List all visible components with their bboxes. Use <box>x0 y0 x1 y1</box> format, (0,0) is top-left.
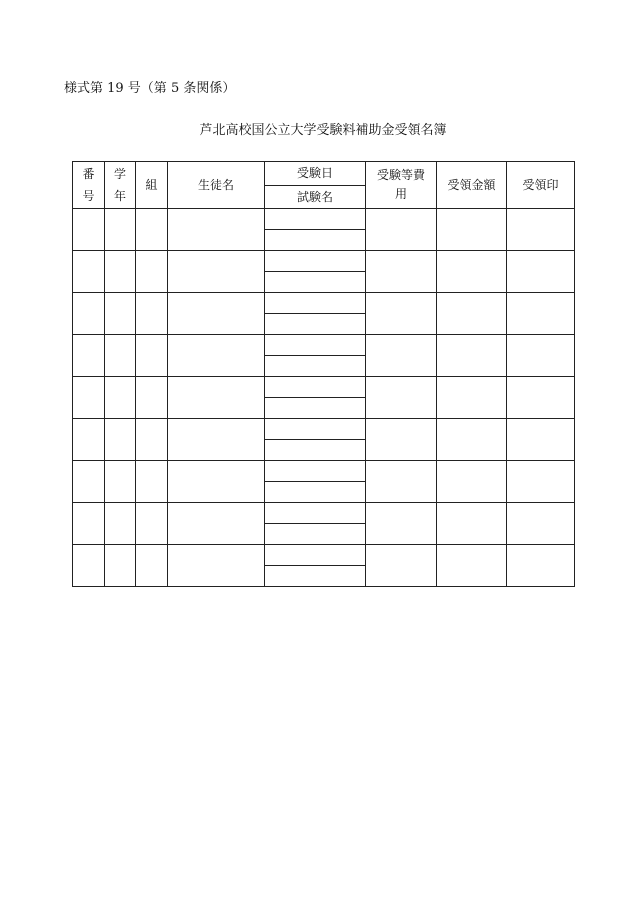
cell-grade[interactable] <box>105 293 136 335</box>
cell-class[interactable] <box>136 461 168 503</box>
cell-student-name[interactable] <box>168 335 265 377</box>
cell-received-amount[interactable] <box>437 419 507 461</box>
cell-exam-date[interactable] <box>265 419 366 440</box>
cell-exam-date[interactable] <box>265 251 366 272</box>
cell-class[interactable] <box>136 377 168 419</box>
cell-received-amount[interactable] <box>437 293 507 335</box>
cell-class[interactable] <box>136 335 168 377</box>
cell-exam-fee[interactable] <box>366 461 437 503</box>
cell-number[interactable] <box>73 251 105 293</box>
table-body <box>73 209 575 587</box>
cell-exam-name[interactable] <box>265 398 366 419</box>
header-received-amount-label: 受領金額 <box>447 177 496 192</box>
table-row <box>73 503 575 524</box>
cell-number[interactable] <box>73 377 105 419</box>
document-title: 芦北高校国公立大学受験料補助金受領名簿 <box>199 123 447 138</box>
cell-exam-fee[interactable] <box>366 545 437 587</box>
cell-student-name[interactable] <box>168 251 265 293</box>
cell-receipt-seal[interactable] <box>507 209 575 251</box>
cell-class[interactable] <box>136 209 168 251</box>
header-exam-name <box>265 186 366 209</box>
cell-exam-fee[interactable] <box>366 335 437 377</box>
cell-number[interactable] <box>73 545 105 587</box>
cell-receipt-seal[interactable] <box>507 251 575 293</box>
cell-exam-name[interactable] <box>265 356 366 377</box>
cell-received-amount[interactable] <box>437 377 507 419</box>
cell-grade[interactable] <box>105 503 136 545</box>
header-number <box>73 162 105 209</box>
cell-grade[interactable] <box>105 209 136 251</box>
cell-exam-name[interactable] <box>265 524 366 545</box>
cell-exam-date[interactable] <box>265 335 366 356</box>
cell-exam-date[interactable] <box>265 377 366 398</box>
cell-exam-date[interactable] <box>265 209 366 230</box>
header-exam-date-label: 受験日 <box>296 166 333 180</box>
cell-student-name[interactable] <box>168 461 265 503</box>
cell-exam-name[interactable] <box>265 314 366 335</box>
header-exam-name-label: 試験名 <box>296 189 333 204</box>
cell-number[interactable] <box>73 209 105 251</box>
cell-exam-fee[interactable] <box>366 293 437 335</box>
cell-received-amount[interactable] <box>437 335 507 377</box>
cell-student-name[interactable] <box>168 503 265 545</box>
cell-received-amount[interactable] <box>437 545 507 587</box>
cell-exam-name[interactable] <box>265 272 366 293</box>
cell-class[interactable] <box>136 545 168 587</box>
cell-number[interactable] <box>73 419 105 461</box>
cell-exam-name[interactable] <box>265 482 366 503</box>
cell-receipt-seal[interactable] <box>507 545 575 587</box>
cell-exam-date[interactable] <box>265 503 366 524</box>
header-receipt-seal <box>507 162 575 209</box>
cell-student-name[interactable] <box>168 377 265 419</box>
cell-exam-name[interactable] <box>265 230 366 251</box>
header-grade <box>105 162 136 209</box>
header-grade-label: 学 年 <box>113 167 126 203</box>
header-row-1 <box>73 162 575 186</box>
cell-class[interactable] <box>136 419 168 461</box>
cell-number[interactable] <box>73 503 105 545</box>
table-row <box>73 545 575 566</box>
cell-exam-fee[interactable] <box>366 503 437 545</box>
cell-received-amount[interactable] <box>437 209 507 251</box>
cell-receipt-seal[interactable] <box>507 503 575 545</box>
cell-exam-date[interactable] <box>265 545 366 566</box>
cell-receipt-seal[interactable] <box>507 419 575 461</box>
cell-number[interactable] <box>73 461 105 503</box>
cell-grade[interactable] <box>105 545 136 587</box>
cell-grade[interactable] <box>105 461 136 503</box>
table-header <box>73 162 575 209</box>
cell-exam-fee[interactable] <box>366 251 437 293</box>
header-class <box>136 162 168 209</box>
header-student-name-label: 生徒名 <box>197 177 234 192</box>
cell-student-name[interactable] <box>168 293 265 335</box>
table-row <box>73 419 575 440</box>
cell-exam-fee[interactable] <box>366 209 437 251</box>
cell-grade[interactable] <box>105 377 136 419</box>
table-row <box>73 461 575 482</box>
receipt-register-table <box>72 161 575 587</box>
table-row <box>73 251 575 272</box>
cell-class[interactable] <box>136 251 168 293</box>
cell-exam-fee[interactable] <box>366 377 437 419</box>
cell-class[interactable] <box>136 503 168 545</box>
header-exam-fee <box>366 162 437 209</box>
header-number-label: 番 号 <box>82 167 95 203</box>
cell-exam-date[interactable] <box>265 293 366 314</box>
table-row <box>73 293 575 314</box>
cell-student-name[interactable] <box>168 545 265 587</box>
cell-received-amount[interactable] <box>437 503 507 545</box>
form-number: 様式第 19 号（第 5 条関係） <box>64 81 236 96</box>
cell-exam-date[interactable] <box>265 461 366 482</box>
table-row <box>73 335 575 356</box>
cell-number[interactable] <box>73 293 105 335</box>
header-class-label: 組 <box>145 177 158 192</box>
header-student-name <box>168 162 265 209</box>
cell-student-name[interactable] <box>168 209 265 251</box>
cell-received-amount[interactable] <box>437 251 507 293</box>
cell-receipt-seal[interactable] <box>507 293 575 335</box>
cell-number[interactable] <box>73 335 105 377</box>
header-exam-fee-label: 受験等費 用 <box>376 168 425 201</box>
cell-student-name[interactable] <box>168 419 265 461</box>
header-receipt-seal-label: 受領印 <box>522 177 559 192</box>
cell-grade[interactable] <box>105 335 136 377</box>
cell-receipt-seal[interactable] <box>507 335 575 377</box>
cell-exam-name[interactable] <box>265 566 366 587</box>
cell-grade[interactable] <box>105 419 136 461</box>
cell-receipt-seal[interactable] <box>507 377 575 419</box>
cell-received-amount[interactable] <box>437 461 507 503</box>
cell-exam-name[interactable] <box>265 440 366 461</box>
table-row <box>73 377 575 398</box>
cell-grade[interactable] <box>105 251 136 293</box>
header-received-amount <box>437 162 507 209</box>
cell-receipt-seal[interactable] <box>507 461 575 503</box>
header-exam-date <box>265 162 366 186</box>
table-row <box>73 209 575 230</box>
cell-class[interactable] <box>136 293 168 335</box>
cell-exam-fee[interactable] <box>366 419 437 461</box>
